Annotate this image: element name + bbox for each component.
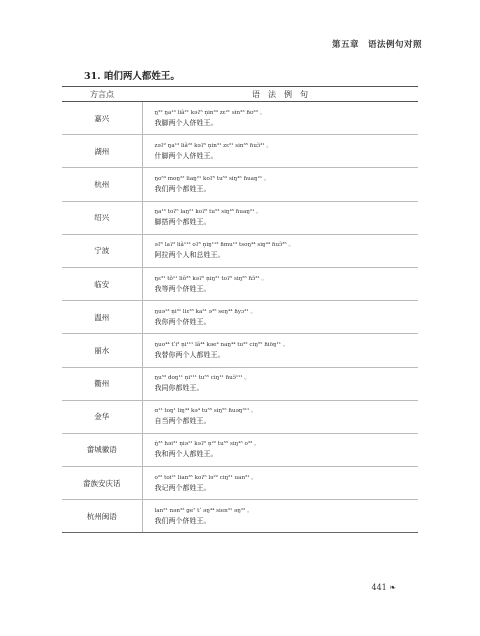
- dialect-place: 嘉兴: [62, 102, 142, 135]
- ipa-transcription: lan²¹ nən²² ge⁷ tʻ əŋ⁴⁴ sien³¹ əŋ²² 。: [154, 507, 253, 514]
- dialect-place: 杭州闽语: [62, 500, 142, 533]
- ipa-transcription: ŋ²² ŋa¹³ liã²¹ kəʔ⁵ n̩in³³ zɛ²¹ sin³³ ɦʊ³³ 。: [154, 109, 266, 116]
- table-body: [62, 102, 418, 533]
- character-gloss: 脚搭两个都姓王。: [154, 218, 211, 227]
- dialect-place: 绍兴: [62, 201, 142, 234]
- ipa-transcription: ŋo⁵³ moŋ²² liaŋ²¹ koʔ⁵ tu⁵³ siŋ⁴⁵ ɦuaŋ²¹ 。: [154, 175, 270, 182]
- ipa-transcription: ŋuo⁴⁴ tʻi³ n̩i¹¹¹ lã⁴⁴ kəe⁴ naŋ⁴⁴ tu³² ciŋ⁵⁵ ɦiöŋ¹¹ 。: [154, 341, 289, 348]
- character-gloss: 我和两个人都姓王。: [154, 450, 218, 459]
- example-cell: [142, 267, 418, 300]
- character-gloss: 我们两个侪姓王。: [154, 516, 211, 525]
- column-header-place: 方言点: [62, 87, 142, 102]
- character-gloss: 自当两个都姓王。: [154, 417, 211, 426]
- table-row: [62, 367, 418, 400]
- dialect-place: 金华: [62, 400, 142, 433]
- example-cell: [142, 467, 418, 500]
- ipa-transcription: ɑ¹¹ toŋ¹ liŋ⁴⁴ kə⁴ tu⁵⁵ siŋ⁵⁵ ɦuəŋ³¹¹ 。: [154, 408, 257, 415]
- character-gloss: 我你两个侪姓王。: [154, 317, 211, 326]
- example-cell: [142, 301, 418, 334]
- table-row: [62, 334, 418, 367]
- example-cell: [142, 367, 418, 400]
- table-row: [62, 102, 418, 135]
- dialect-place: 畲城徽语: [62, 433, 142, 466]
- dialect-place: 丽水: [62, 334, 142, 367]
- chapter-header: 第五章 语法例句对照: [331, 40, 422, 50]
- table-row: [62, 135, 418, 168]
- ipa-transcription: əʔ⁵ laʔ² liã¹¹³ oʔ⁵ n̩iŋ¹¹³ ɦmu¹³ tsoŋ⁴⁴ siŋ⁴⁴ ɦuɔ̃³⁵ 。: [154, 242, 295, 249]
- character-gloss: 我替你两个人都姓王。: [154, 350, 225, 359]
- column-header-example: 语 法 例 句: [142, 87, 418, 102]
- table-row: [62, 400, 418, 433]
- table-row: [62, 301, 418, 334]
- character-gloss: 我脚两个人侪姓王。: [154, 118, 218, 127]
- ipa-transcription: ŋ̍³³ həi³¹ n̩iə¹¹ kəʔ⁵ n̩²² tu⁵⁵ siŋ⁴⁵ o³³ 。: [154, 441, 260, 448]
- table-row: [62, 201, 418, 234]
- table-row: [62, 433, 418, 466]
- character-gloss: 我记两个都姓王。: [154, 483, 211, 492]
- example-cell: [142, 234, 418, 267]
- ipa-transcription: ŋuə¹³ n̩i³¹ liɛ³⁵ ka³¹ ə³⁵ seŋ⁴⁴ ɦyɔ³¹ 。: [154, 308, 257, 315]
- example-cell: [142, 433, 418, 466]
- dialect-place: 宁波: [62, 234, 142, 267]
- example-cell: [142, 168, 418, 201]
- character-gloss: 我们两个都姓王。: [154, 184, 211, 193]
- example-cell: [142, 334, 418, 367]
- example-cell: [142, 500, 418, 533]
- dialect-place: 杭州: [62, 168, 142, 201]
- dialect-place: 畲族安庆话: [62, 467, 142, 500]
- ipa-transcription: ŋa¹³ toʔ⁵ laŋ²¹ koʔ⁵ tu⁵³ siŋ⁴⁵ ɦuaŋ²¹ 。: [154, 209, 262, 216]
- dialect-place: 衢州: [62, 367, 142, 400]
- table-row: [62, 267, 418, 300]
- character-gloss: 我等两个侪姓王。: [154, 284, 211, 293]
- dialect-place: 湖州: [62, 135, 142, 168]
- ipa-transcription: ŋɛ³¹ tõ¹¹ liõ³³ kəʔ⁵ n̩iŋ²¹ toʔ⁵ siŋ⁵⁵ ɦɔ̃³¹ 。: [154, 275, 268, 282]
- ipa-transcription: zəʔ² ŋa¹³ liã²² kəʔ⁵ n̩in³¹ zɛ²¹ sin³⁵ ɦuɔ̃³¹ 。: [154, 142, 272, 149]
- character-gloss: 我同你都姓王。: [154, 384, 204, 393]
- character-gloss: 什脚两个人侪姓王。: [154, 151, 218, 160]
- dialect-place: 临安: [62, 267, 142, 300]
- table-row: [62, 467, 418, 500]
- ipa-transcription: o²² toi²¹ lian³⁵ koʔ⁵ lə²² ciŋ²¹ uan³¹ 。: [154, 474, 257, 481]
- table-header-row: [62, 87, 418, 102]
- example-cell: [142, 201, 418, 234]
- example-cell: [142, 400, 418, 433]
- dialect-comparison-table: [62, 86, 418, 533]
- page-number: 441 ❧: [371, 583, 396, 592]
- example-cell: [142, 102, 418, 135]
- ipa-transcription: ŋu⁵³ doŋ¹¹ n̩i¹¹¹ tu⁵⁵ ciŋ¹¹ ɦuɔ̃¹¹¹ 。: [154, 375, 251, 382]
- table-row: [62, 500, 418, 533]
- example-cell: [142, 135, 418, 168]
- section-title: 31. 咱们两人都姓王。: [84, 71, 180, 82]
- table-row: [62, 168, 418, 201]
- dialect-place: 温州: [62, 301, 142, 334]
- table-row: [62, 234, 418, 267]
- character-gloss: 阿拉两个人和总姓王。: [154, 251, 225, 260]
